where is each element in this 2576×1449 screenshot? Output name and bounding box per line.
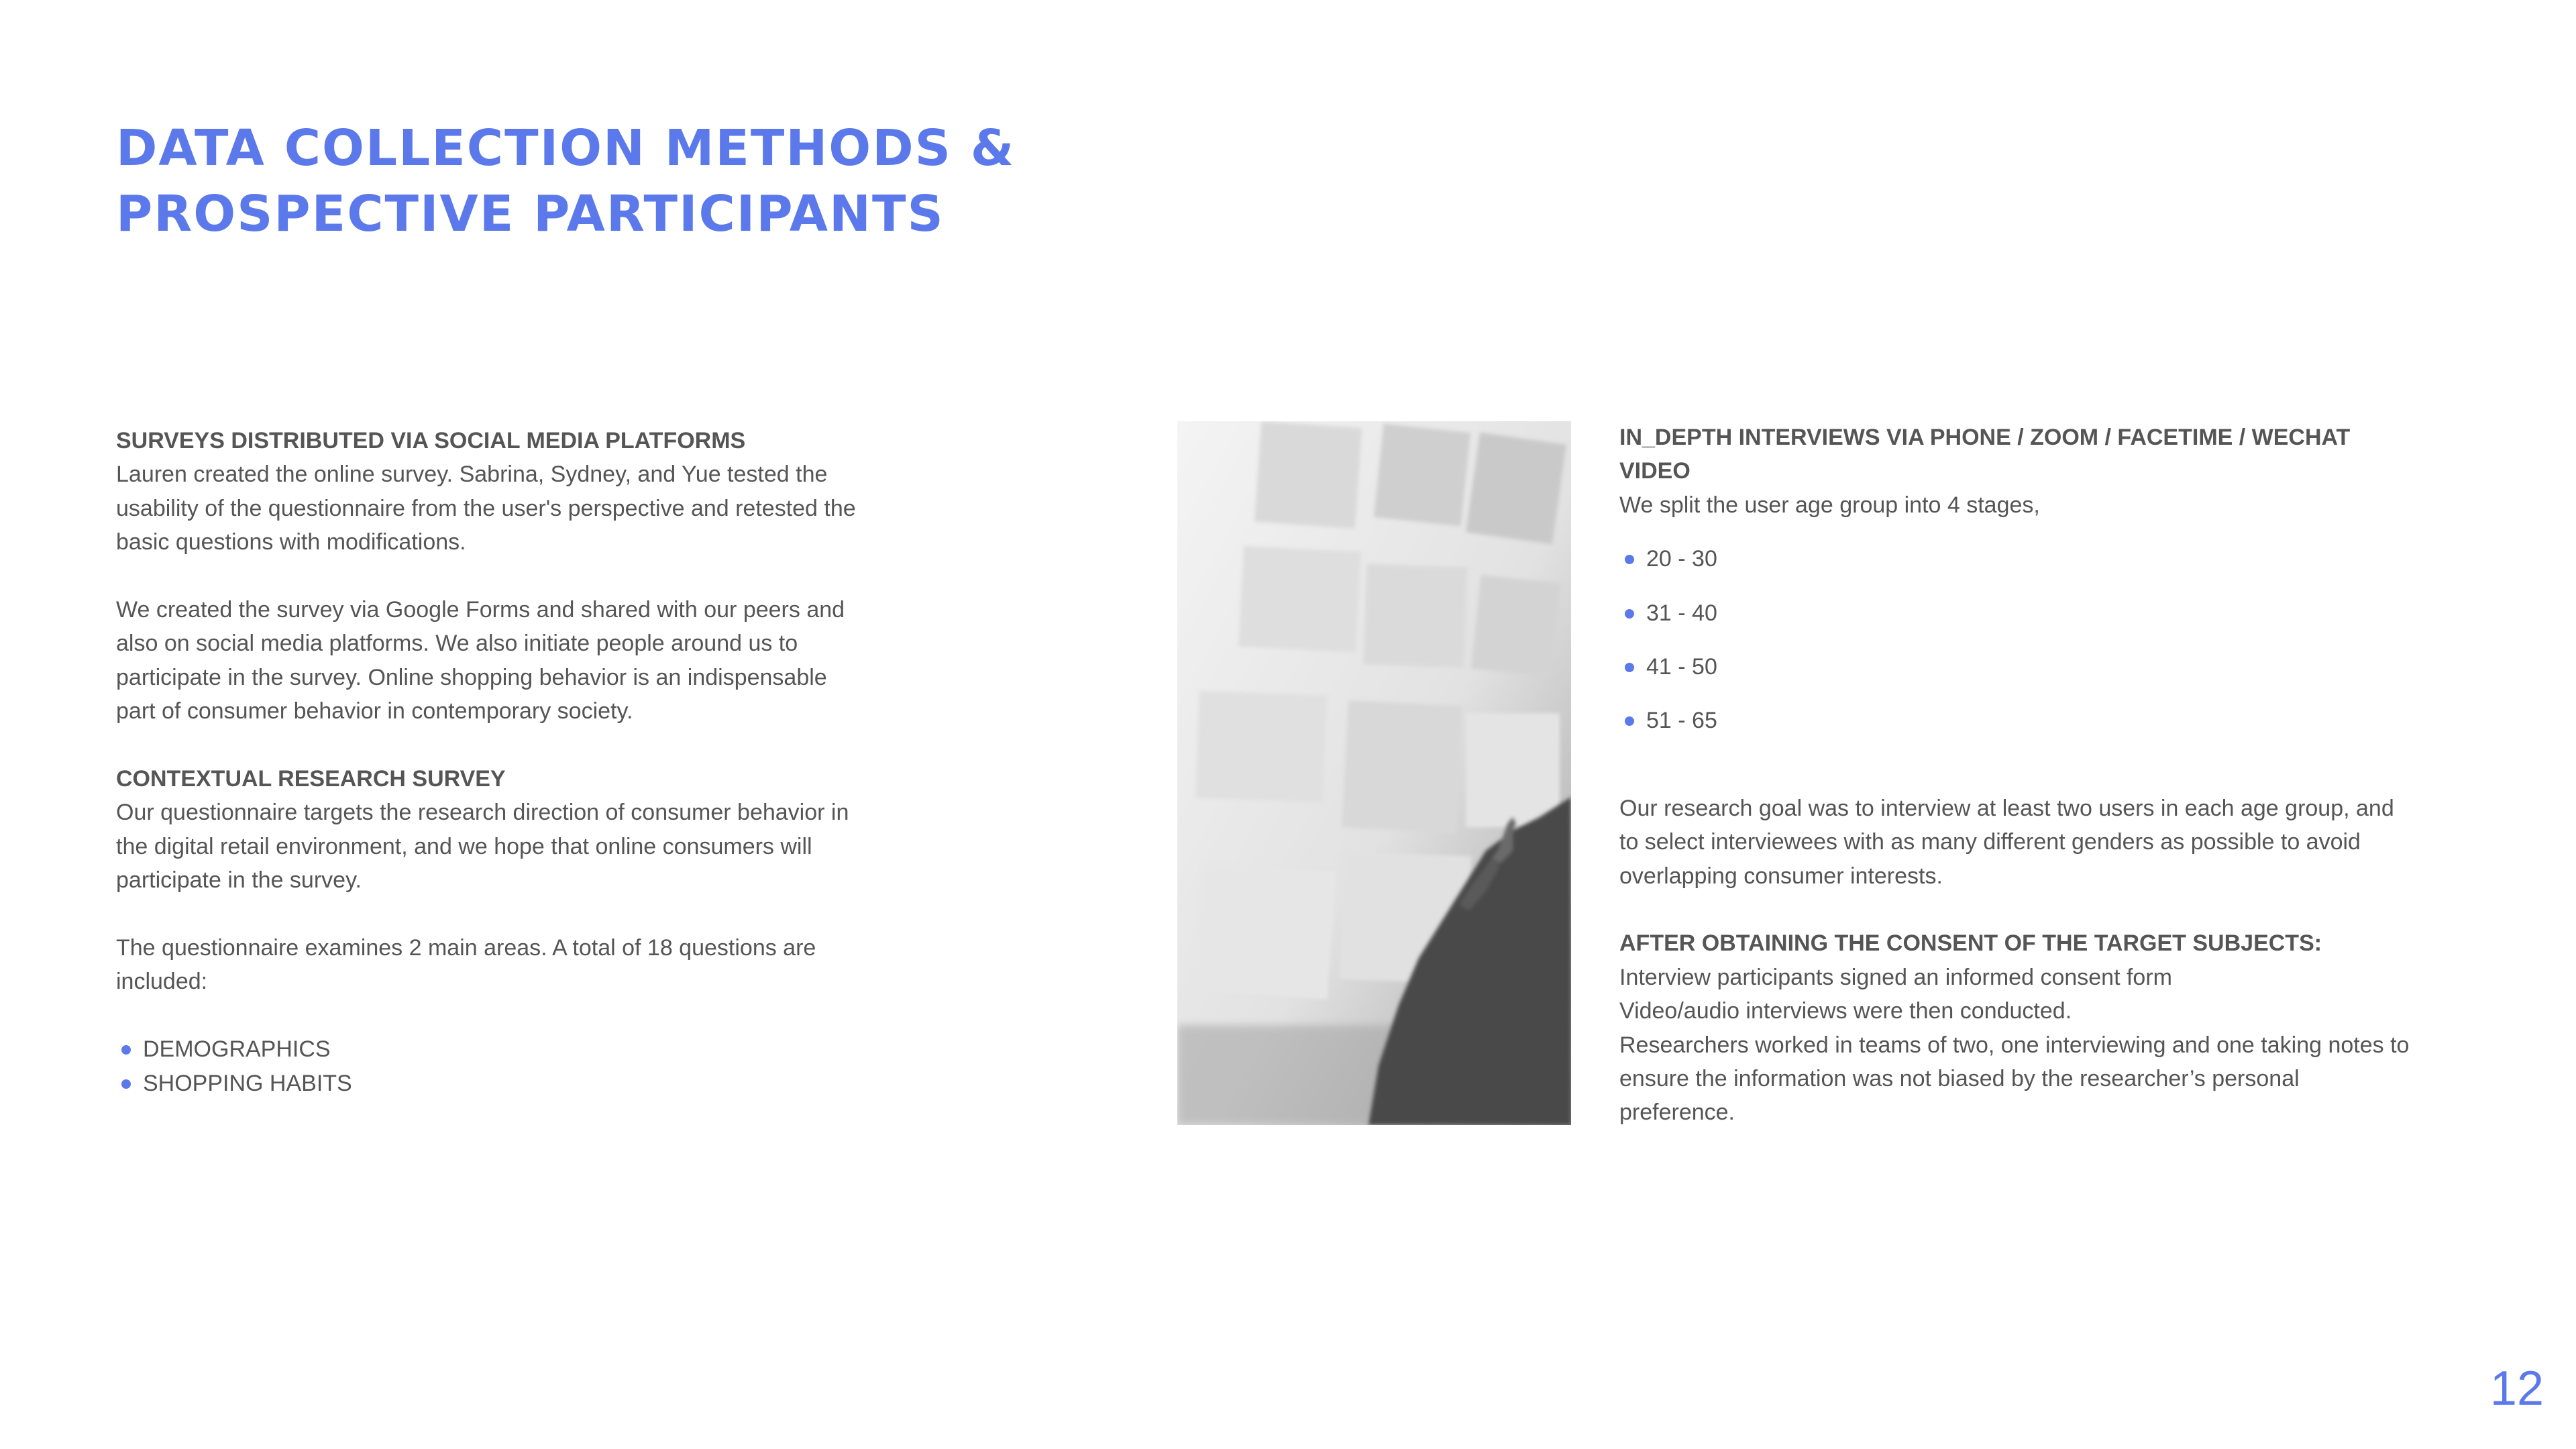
bullet-dot-icon bbox=[1625, 609, 1634, 619]
spacer bbox=[116, 999, 867, 1032]
list-item-label: 31 - 40 bbox=[1646, 600, 1717, 626]
survey-paragraph-2: We created the survey via Google Forms and shared with our peers and also on social media platforms. We also initiate people around us to participate in the survey. Online shopping behavior is an indispensable part of consumer behavior in contemporary society. bbox=[116, 597, 845, 724]
interview-intro: We split the user age group into 4 stages, bbox=[1619, 492, 2040, 518]
survey-heading: SURVEYS DISTRIBUTED VIA SOCIAL MEDIA PLATFORMS bbox=[116, 428, 746, 453]
page-title-line-1: DATA COLLECTION METHODS & bbox=[116, 119, 1016, 177]
bullet-dot-icon bbox=[1625, 716, 1634, 726]
list-item bbox=[116, 1032, 867, 1066]
spacer bbox=[116, 559, 867, 593]
spacer bbox=[116, 898, 867, 931]
list-item-label: 51 - 65 bbox=[1646, 708, 1717, 734]
list-item bbox=[1619, 542, 2411, 576]
bullet-dot-icon bbox=[1625, 555, 1634, 564]
list-item-label: SHOPPING HABITS bbox=[143, 1070, 352, 1096]
list-item-label: 41 - 50 bbox=[1646, 654, 1717, 680]
list-item-label: DEMOGRAPHICS bbox=[143, 1036, 331, 1063]
list-item bbox=[1619, 704, 2411, 737]
goal-paragraph: Our research goal was to interview at least two users in each age group, and to select interviewees with as many different genders as possible to avoid overlapping consumer interests. bbox=[1619, 795, 2394, 889]
age-groups-list bbox=[1619, 542, 2411, 738]
list-item bbox=[1619, 650, 2411, 684]
contextual-heading: CONTEXTUAL RESEARCH SURVEY bbox=[116, 766, 506, 792]
sticky-notes-photo bbox=[1177, 421, 1571, 1125]
consent-line-2: Video/audio interviews were then conducted. bbox=[1619, 998, 2072, 1024]
list-item bbox=[116, 1067, 867, 1100]
bullet-dot-icon bbox=[121, 1045, 131, 1055]
spacer bbox=[116, 729, 867, 762]
survey-paragraph-1: Lauren created the online survey. Sabrina, Sydney, and Yue tested the usability of the questionnaire from the user's perspective and retested the basic questions with modifications. bbox=[116, 462, 856, 555]
spacer bbox=[1619, 893, 2411, 926]
spacer bbox=[1619, 522, 2411, 542]
spacer bbox=[1619, 758, 2411, 792]
contextual-paragraph-2: The questionnaire examines 2 main areas. A total of 18 questions are included: bbox=[116, 935, 816, 995]
consent-heading: AFTER OBTAINING THE CONSENT OF THE TARGET SUBJECTS: bbox=[1619, 930, 2322, 957]
consent-line-1: Interview participants signed an informed consent form bbox=[1619, 964, 2172, 990]
bullet-dot-icon bbox=[121, 1079, 131, 1089]
contextual-paragraph-1: Our questionnaire targets the research direction of consumer behavior in the digital retail environment, and we hope that online consumers will participate in the survey. bbox=[116, 800, 849, 894]
survey-areas-list bbox=[116, 1032, 867, 1100]
consent-line-3: Researchers worked in teams of two, one interviewing and one taking notes to ensure the information was not biased by the researcher’s personal preference. bbox=[1619, 1032, 2410, 1126]
page-title bbox=[116, 115, 1015, 247]
interview-column bbox=[1619, 421, 2411, 1130]
page-number: 12 bbox=[2489, 1362, 2544, 1415]
page-title-line-2: PROSPECTIVE PARTICIPANTS bbox=[116, 185, 945, 243]
bullet-dot-icon bbox=[1625, 663, 1634, 672]
survey-column bbox=[116, 424, 867, 1100]
interview-heading: IN_DEPTH INTERVIEWS VIA PHONE / ZOOM / FACETIME / WECHAT VIDEO bbox=[1619, 425, 2351, 484]
list-item bbox=[1619, 596, 2411, 630]
list-item-label: 20 - 30 bbox=[1646, 546, 1717, 572]
sticky-notes-photo-icon bbox=[1177, 421, 1571, 1125]
